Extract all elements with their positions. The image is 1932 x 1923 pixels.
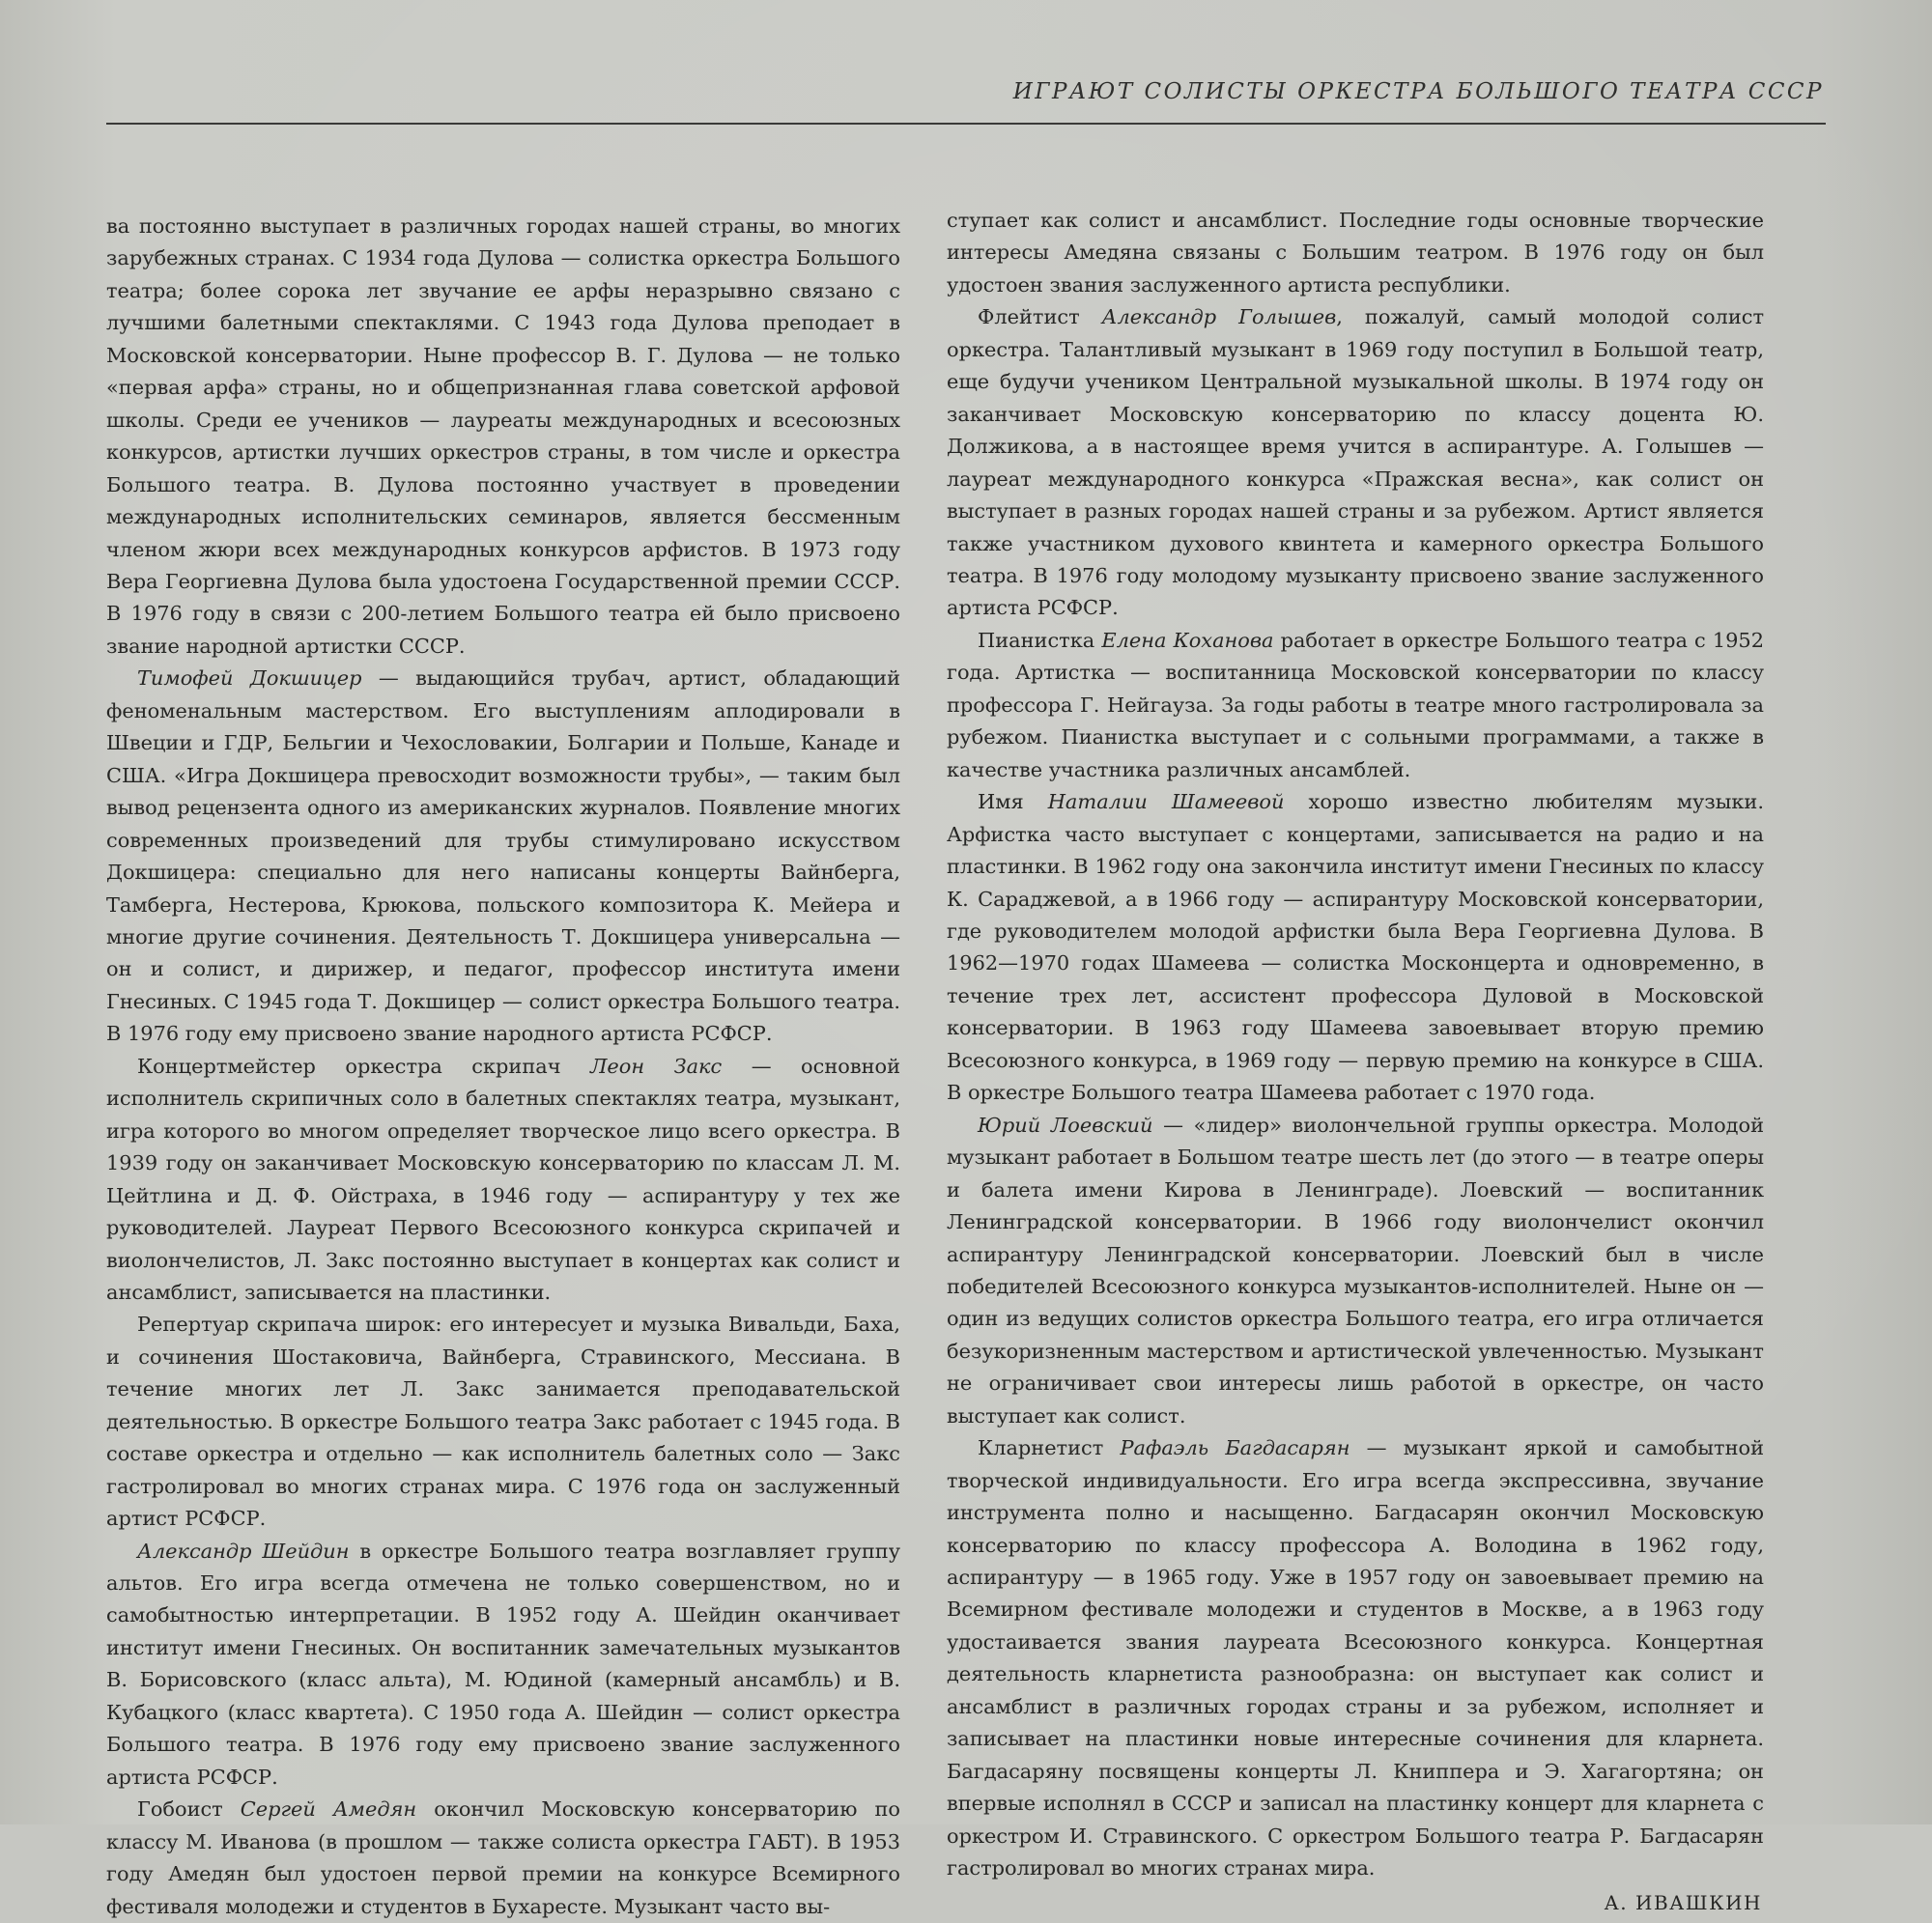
paragraph-sheidin: Александр Шейдин в оркестре Большого театра возглавляет группу альтов. Его игра всегда отмечена не только совершенством, но и самобытностью интерпретации. В 1952 году А. Шейдин оканчивает институт имени Гнесиных. Он воспитанник замечательных музыкантов В. Борисовского (класс альта), М. Юдиной (камерный ансамбль) и В. Кубацкого (класс квартета). С 1950 года А. Шейдин — солист оркестра Большого театра. В 1976 году ему присвоено звание заслуженного артиста РСФСР. <box>106 1539 900 1789</box>
musician-name: Юрий Лоевский <box>978 1113 1153 1137</box>
paragraph-kokhanova: Пианистка Елена Коханова работает в оркестре Большого театра с 1952 года. Артистка — воспитанница Московской консерватории по классу профессора Г. Нейгауза. За годы работы в театре много гастролировала за рубежом. Пианистка выступает и с сольными программами, а также в качестве участника различных ансамблей. <box>947 628 1764 781</box>
author-signature: А. ИВАШКИН <box>1604 1890 1762 1914</box>
text-column-right <box>947 205 1764 1919</box>
page-header-title: ИГРАЮТ СОЛИСТЫ ОРКЕСТРА БОЛЬШОГО ТЕАТРА СССР <box>1012 79 1824 104</box>
musician-name: Александр Голышев <box>1101 305 1337 329</box>
paragraph-amedyan-cont: ступает как солист и ансамблист. Последние годы основные творческие интересы Амедяна связаны с Большим театром. В 1976 году он был удостоен звания заслуженного артиста республики. <box>947 209 1764 297</box>
musician-name: Рафаэль Багдасарян <box>1120 1436 1350 1460</box>
paragraph-bagdasaryan: Кларнетист Рафаэль Багдасарян — музыкант яркой и самобытной творческой индивидуальности. Его игра всегда экспрессивна, звучание инструмента полно и насыщенно. Багдасарян окончил Московскую консерваторию по классу профессора А. Володина в 1962 году, аспирантуру — в 1965 году. Уже в 1957 году он завоевывает премию на Всемирном фестивале молодежи и студентов в Москве, а в 1963 году удостаивается звания лауреата Всесоюзного конкурса. Концертная деятельность кларнетиста разнообразна: он выступает как солист и ансамблист в различных городах страны и за рубежом, исполняет и записывает на пластинки новые интересные сочинения для кларнета. Багдасаряну посвящены концерты Л. Книппера и Э. Хагагортяна; он впервые исполнял в СССР и записал на пластинку концерт для кларнета с оркестром И. Стравинского. С оркестром Большого театра Р. Багдасарян гастролировал во многих странах мира. <box>947 1436 1764 1881</box>
paragraph-dulova: ва постоянно выступает в различных городах нашей страны, во многих зарубежных странах. С 1934 года Дулова — солистка оркестра Большого театра; более сорока лет звучание ее арфы неразрывно связано с лучшими балетными спектаклями. С 1943 года Дулова преподает в Московской консерватории. Ныне профессор В. Г. Дулова — не только «первая арфа» страны, но и общепризнанная глава советской арфовой школы. Среди ее учеников — лауреаты международных и всесоюзных конкурсов, артистки лучших оркестров страны, в том числе и оркестра Большого театра. В. Дулова постоянно участвует в проведении международных исполнительских семинаров, является бессменным членом жюри всех международных конкурсов арфистов. В 1973 году Вера Георгиевна Дулова была удостоена Государственной премии СССР. В 1976 году в связи с 200-летием Большого театра ей было присвоено звание народной артистки СССР. <box>106 214 900 658</box>
paragraph-golyshev: Флейтист Александр Голышев, пожалуй, самый молодой солист оркестра. Талантливый музыкант в 1969 году поступил в Большой театр, еще будучи учеником Центральной музыкальной школы. В 1974 году он заканчивает Московскую консерваторию по классу доцента Ю. Должикова, а в настоящее время учится в аспирантуре. А. Голышев — лауреат международного конкурса «Пражская весна», как солист он выступает в разных городах нашей страны и за рубежом. Артист является также участником духового квинтета и камерного оркестра Большого театра. В 1976 году молодому музыканту присвоено звание заслуженного артиста РСФСР. <box>947 305 1765 620</box>
musician-name: Александр Шейдин <box>137 1539 350 1563</box>
musician-name: Наталии Шамеевой <box>1047 790 1285 814</box>
musician-name: Леон Закс <box>590 1054 723 1078</box>
text-column-left <box>106 211 900 1923</box>
paragraph-shameeva: Имя Наталии Шамеевой хорошо известно любителям музыки. Арфистка часто выступает с концертами, записывается на радио и на пластинки. В 1962 году она закончила институт имени Гнесиных по классу К. Сараджевой, а в 1966 году — аспирантуру Московской консерватории, где руководителем молодой арфистки была Вера Георгиевна Дулова. В 1962—1970 годах Шамеева — солистка Москонцерта и одновременно, в течение трех лет, ассистент профессора Дуловой в Московской консерватории. В 1963 году Шамеева завоевывает вторую премию Всесоюзного конкурса, в 1969 году — первую премию на конкурсе в США. В оркестре Большого театра Шамеева работает с 1970 года. <box>947 790 1764 1105</box>
musician-name: Сергей Амедян <box>240 1797 417 1822</box>
header-divider <box>106 123 1826 125</box>
paragraph-loevsky: Юрий Лоевский — «лидер» виолончельной группы оркестра. Молодой музыкант работает в Большом театре шесть лет (до этого — в театре оперы и балета имени Кирова в Ленинграде). Лоевский — воспитанник Ленинградской консерватории. В 1966 году виолончелист окончил аспирантуру Ленинградской консерватории. Лоевский был в числе победителей Всесоюзного конкурса музыкантов-исполнителей. Ныне он — один из ведущих солистов оркестра Большого театра, его игра отличается безукоризненным мастерством и артистической увлеченностью. Музыкант не ограничивает свои интересы лишь работой в оркестре, он часто выступает как солист. <box>947 1113 1765 1428</box>
musician-name: Тимофей Докшицер <box>137 666 362 691</box>
paragraph-zaks: Концертмейстер оркестра скрипач Леон Закс — основной исполнитель скрипичных соло в балетных спектаклях театра, музыкант, игра которого во многом определяет творческое лицо всего оркестра. В 1939 году он заканчивает Московскую консерваторию по классам Л. М. Цейтлина и Д. Ф. Ойстраха, в 1946 году — аспирантуру у тех же руководителей. Лауреат Первого Всесоюзного конкурса скрипачей и виолончелистов, Л. Закс постоянно выступает в концертах как солист и ансамблист, записывается на пластинки. <box>106 1054 901 1304</box>
musician-name: Елена Коханова <box>1101 628 1274 652</box>
paragraph-zaks-repertoire: Репертуар скрипача широк: его интересует и музыка Вивальди, Баха, и сочинения Шостаковича, Вайнберга, Стравинского, Мессиана. В течение многих лет Л. Закс занимается преподавательской деятельностью. В оркестре Большого театра Закс работает с 1945 года. В составе оркестра и отдельно — как исполнитель балетных соло — Закс гастролировал во многих странах мира. С 1976 года он заслуженный артист РСФСР. <box>106 1313 900 1531</box>
paragraph-amedyan: Гобоист Сергей Амедян окончил Московскую консерваторию по классу М. Иванова (в прошлом — также солиста оркестра ГАБТ). В 1953 году Амедян был удостоен первой премии на конкурсе Всемирного фестиваля молодежи и студентов в Бухаресте. Музыкант часто вы- <box>106 1797 900 1918</box>
paragraph-dokshitser: Тимофей Докшицер — выдающийся трубач, артист, обладающий феноменальным мастерством. Его выступлениям аплодировали в Швеции и ГДР, Бельгии и Чехословакии, Болгарии и Польше, Канаде и США. «Игра Докшицера превосходит возможности трубы», — таким был вывод рецензента одного из американских журналов. Появление многих современных произведений для трубы стимулировано искусством Докшицера: специально для него написаны концерты Вайнберга, Тамберга, Нестерова, Крюкова, польского композитора К. Мейера и многие другие сочинения. Деятельность Т. Докшицера универсальна — он и солист, и дирижер, и педагог, профессор института имени Гнесиных. С 1945 года Т. Докшицер — солист оркестра Большого театра. В 1976 году ему присвоено звание народного артиста РСФСР. <box>106 666 900 1046</box>
